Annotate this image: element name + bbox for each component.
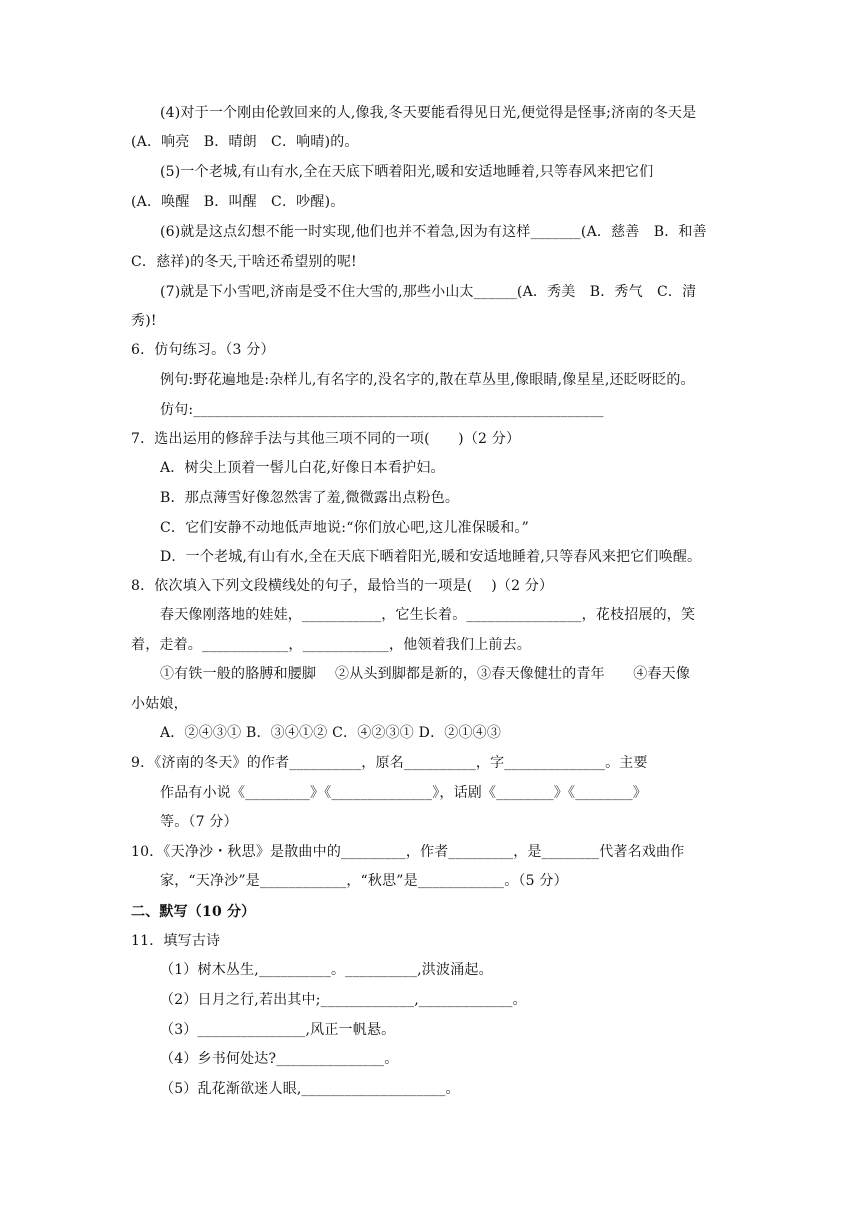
q5-item7-line2: 秀)! bbox=[131, 313, 157, 329]
q5-item4-line2: (A．响亮 B．晴朗 C．响晴)的。 bbox=[131, 134, 359, 150]
q9-line2: 作品有小说《_________》《______________》，话剧《________》《________》 bbox=[160, 785, 647, 801]
q8-heading: 8．依次填入下列文段横线处的句子，最恰当的一项是( )（2 分） bbox=[131, 578, 554, 594]
q7-option-a: A．树尖上顶着一髻儿白花,好像日本看护妇。 bbox=[160, 460, 445, 476]
q5-item5-line2: (A．唤醒 B．叫醒 C．吵醒)。 bbox=[131, 194, 345, 210]
q9-line3: 等。（7 分） bbox=[160, 814, 238, 830]
q7-option-b: B．那点薄雪好像忽然害了羞,微微露出点粉色。 bbox=[160, 490, 460, 506]
q7-option-d: D．一个老城,有山有水,全在天底下晒着阳光,暖和安适地睡着,只等春风来把它们唤醒。 bbox=[160, 549, 702, 565]
q5-item6-line2: C．慈祥)的冬天,干啥还希望别的呢! bbox=[131, 254, 357, 270]
q6-heading: 6．仿句练习。（3 分） bbox=[131, 342, 275, 358]
q6-example: 例句:野花遍地是:杂样儿,有名字的,没名字的,散在草丛里,像眼睛,像星星,还眨呀眨的。 bbox=[160, 372, 695, 388]
q8-passage-line1: 春天像刚落地的娃娃，___________，它生长着。________________，花枝招展的，笑 bbox=[160, 607, 696, 623]
section-two-heading: 二、默写（10 分） bbox=[131, 904, 256, 920]
q5-item5-line1: (5)一个老城,有山有水,全在天底下晒着阳光,暖和安适地睡着,只等春风来把它们 bbox=[160, 164, 654, 180]
q7-heading: 7．选出运用的修辞手法与其他三项不同的一项( )（2 分） bbox=[131, 431, 521, 447]
q8-sentences-line1: ①有铁一般的胳膊和腰脚 ②从头到脚都是新的，③春天像健壮的青年 ④春天像 bbox=[160, 666, 691, 682]
q7-option-c: C．它们安静不动地低声地说:“你们放心吧,这儿准保暖和。” bbox=[160, 520, 529, 536]
q5-item7-line1: (7)就是下小雪吧,济南是受不住大雪的,那些小山太______(A．秀美 B．秀气 C．清 bbox=[160, 284, 697, 300]
q8-choices: A．②④③① B．③④①② C．④②③① D．②①④③ bbox=[160, 725, 502, 741]
q5-item4-line1: (4)对于一个刚由伦敦回来的人,像我,冬天要能看得见日光,便觉得是怪事;济南的冬天是 bbox=[160, 105, 697, 121]
q9-line1: 9．《济南的冬天》的作者__________，原名__________，字______________。主要 bbox=[131, 755, 648, 771]
q11-item2: （2）日月之行,若出其中;_____________,_____________。 bbox=[160, 992, 527, 1008]
q8-passage-line2: 着，走着。____________，____________，他领着我们上前去。 bbox=[131, 637, 531, 653]
q11-item1: （1）树木丛生,__________。__________,洪波涌起。 bbox=[160, 962, 493, 978]
q8-sentences-line2: 小姑娘， bbox=[131, 696, 188, 712]
q11-item4: （4）乡书何处达?_______________。 bbox=[160, 1051, 399, 1067]
q10-line1: 10．《天净沙・秋思》是散曲中的_________，作者_________，是________代著名戏曲作 bbox=[131, 844, 685, 860]
q10-line2: 家，“天净沙”是____________，“秋思”是____________。（5 分） bbox=[160, 873, 568, 889]
q11-heading: 11．填写古诗 bbox=[131, 933, 221, 949]
q5-item6-line1: (6)就是这点幻想不能一时实现,他们也并不着急,因为有这样_______(A．慈善 B．和善 bbox=[160, 224, 707, 240]
q11-item3: （3）_______________,风正一帆悬。 bbox=[160, 1022, 396, 1038]
q11-item5: （5）乱花渐欲迷人眼,____________________。 bbox=[160, 1081, 460, 1097]
q6-answer-line: 仿句:_________________________________________________________ bbox=[160, 402, 604, 418]
